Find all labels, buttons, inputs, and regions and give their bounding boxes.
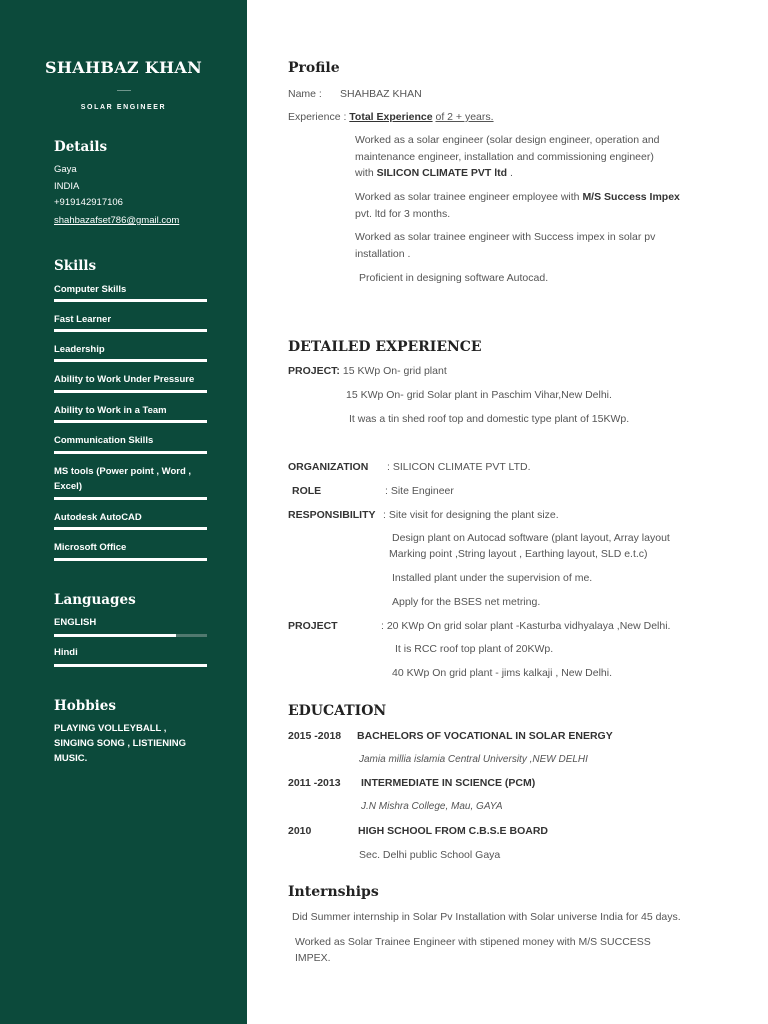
skill-level-bar: [54, 329, 207, 332]
company-name: M/S Success Impex: [582, 191, 680, 203]
profile-name-value: SHAHBAZ KHAN: [340, 88, 422, 100]
language-level-fill: [54, 634, 176, 637]
details-heading: Details: [54, 139, 108, 155]
profile-heading: Profile: [288, 60, 340, 76]
skill-label: MS tools (Power point , Word ,: [54, 466, 192, 477]
education-degree: BACHELORS OF VOCATIONAL IN SOLAR ENERGY: [357, 730, 613, 742]
language-level-bar: [54, 634, 207, 637]
project-line: [288, 365, 447, 377]
responsibility-value: : Site visit for designing the plant size.: [383, 509, 559, 521]
details-city: Gaya: [54, 164, 77, 175]
project-label: PROJECT:: [288, 365, 340, 377]
project-value: 15 KWp On- grid plant: [339, 365, 447, 377]
skill-level-bar: [54, 420, 207, 423]
skill-label-continued: Excel): [54, 481, 82, 492]
text: .: [507, 167, 513, 179]
skill-level-bar: [54, 497, 207, 500]
responsibility-item: Design plant on Autocad software (plant layout, Array layout: [392, 532, 670, 544]
hobbies-heading: Hobbies: [54, 698, 116, 714]
skill-label: Leadership: [54, 344, 105, 355]
organization-label: ORGANIZATION: [288, 461, 369, 473]
experience-label: Experience :: [288, 111, 347, 123]
education-school: Sec. Delhi public School Gaya: [359, 849, 501, 861]
responsibility-item: Apply for the BSES net metring.: [392, 596, 541, 608]
skill-label: Autodesk AutoCAD: [54, 512, 142, 523]
profile-paragraph: Proficient in designing software Autocad.: [359, 272, 549, 284]
sidebar: [0, 0, 247, 1024]
project-detail: It was a tin shed roof top and domestic type plant of 15KWp.: [349, 413, 630, 425]
skills-heading: Skills: [54, 258, 97, 274]
language-label: ENGLISH: [54, 617, 97, 628]
skill-level-bar: [54, 299, 207, 302]
hobbies-line: MUSIC.: [54, 753, 88, 764]
main-content: [247, 0, 768, 1024]
role-value: : Site Engineer: [385, 485, 454, 497]
details-email-link[interactable]: shahbazafset786@gmail.com: [54, 215, 180, 226]
internships-heading: Internships: [288, 884, 379, 900]
languages-heading: Languages: [54, 592, 136, 608]
education-years: 2015 -2018: [288, 730, 342, 742]
education-years: 2010: [288, 825, 312, 837]
skill-label: Computer Skills: [54, 284, 127, 295]
responsibility-item: Marking point ,String layout , Earthing layout, SLD e.t.c): [389, 548, 648, 560]
project-detail: 40 KWp On grid plant - jims kalkaji , New Delhi.: [392, 667, 612, 679]
experience-heading: DETAILED EXPERIENCE: [288, 339, 482, 355]
project2-value: : 20 KWp On grid solar plant -Kasturba vidhyalaya ,New Delhi.: [381, 620, 671, 632]
language-level-fill: [54, 664, 207, 667]
profile-paragraph: Worked as solar trainee engineer with Success impex in solar pv: [355, 231, 656, 243]
responsibility-item: Installed plant under the supervision of me.: [392, 572, 593, 584]
experience-years: of 2 + years.: [435, 111, 494, 123]
internship-line: IMPEX.: [295, 952, 331, 964]
details-country: INDIA: [54, 181, 80, 192]
skill-label: Ability to Work Under Pressure: [54, 374, 195, 385]
education-degree: HIGH SCHOOL FROM C.B.S.E BOARD: [358, 825, 548, 837]
profile-name-label: Name :: [288, 88, 322, 100]
skill-label: Ability to Work in a Team: [54, 405, 167, 416]
profile-paragraph: installation .: [355, 248, 411, 260]
job-title: SOLAR ENGINEER: [80, 104, 167, 111]
skill-level-bar: [54, 527, 207, 530]
profile-paragraph: pvt. ltd for 3 months.: [355, 208, 451, 220]
internship-line: Did Summer internship in Solar Pv Installation with Solar universe India for 45 days.: [292, 911, 681, 923]
project2-label: PROJECT: [288, 620, 338, 632]
project-detail: It is RCC roof top plant of 20KWp.: [395, 643, 554, 655]
profile-experience-line: [288, 111, 494, 123]
education-degree: INTERMEDIATE IN SCIENCE (PCM): [361, 777, 536, 789]
education-school: Jamia millia islamia Central University ,NEW DELHI: [359, 754, 588, 765]
hobbies-line: PLAYING VOLLEYBALL ,: [54, 723, 167, 734]
role-label: ROLE: [292, 485, 322, 497]
language-level-bar: [54, 664, 207, 667]
skill-label: Communication Skills: [54, 435, 154, 446]
company-name: SILICON CLIMATE PVT ltd: [376, 167, 508, 179]
education-school: J.N Mishra College, Mau, GAYA: [361, 801, 503, 812]
name-divider: [117, 90, 131, 91]
candidate-name: SHAHBAZ KHAN: [44, 58, 203, 77]
skill-label: Microsoft Office: [54, 542, 127, 553]
education-heading: EDUCATION: [288, 703, 387, 719]
profile-paragraph: [355, 167, 513, 179]
skill-level-bar: [54, 359, 207, 362]
education-years: 2011 -2013: [288, 777, 341, 789]
profile-paragraph: [355, 191, 680, 203]
responsibility-label: RESPONSIBILITY: [288, 509, 376, 521]
total-experience: Total Experience: [349, 111, 433, 123]
profile-paragraph: maintenance engineer, installation and commissioning engineer): [355, 151, 654, 163]
text: Worked as solar trainee engineer employee with: [355, 191, 583, 203]
internship-line: Worked as Solar Trainee Engineer with stipened money with M/S SUCCESS: [295, 936, 651, 948]
hobbies-line: SINGING SONG , LISTIENING: [54, 738, 186, 749]
skill-level-bar: [54, 558, 207, 561]
skill-level-bar: [54, 390, 207, 393]
profile-paragraph: Worked as a solar engineer (solar design engineer, operation and: [355, 134, 660, 146]
details-phone[interactable]: +919142917106: [54, 197, 123, 208]
text: with: [355, 167, 377, 179]
skill-label: Fast Learner: [54, 314, 112, 325]
organization-value: : SILICON CLIMATE PVT LTD.: [387, 461, 531, 473]
language-label: Hindi: [54, 647, 78, 658]
skill-level-bar: [54, 451, 207, 454]
project-detail: 15 KWp On- grid Solar plant in Paschim Vihar,New Delhi.: [346, 389, 612, 401]
